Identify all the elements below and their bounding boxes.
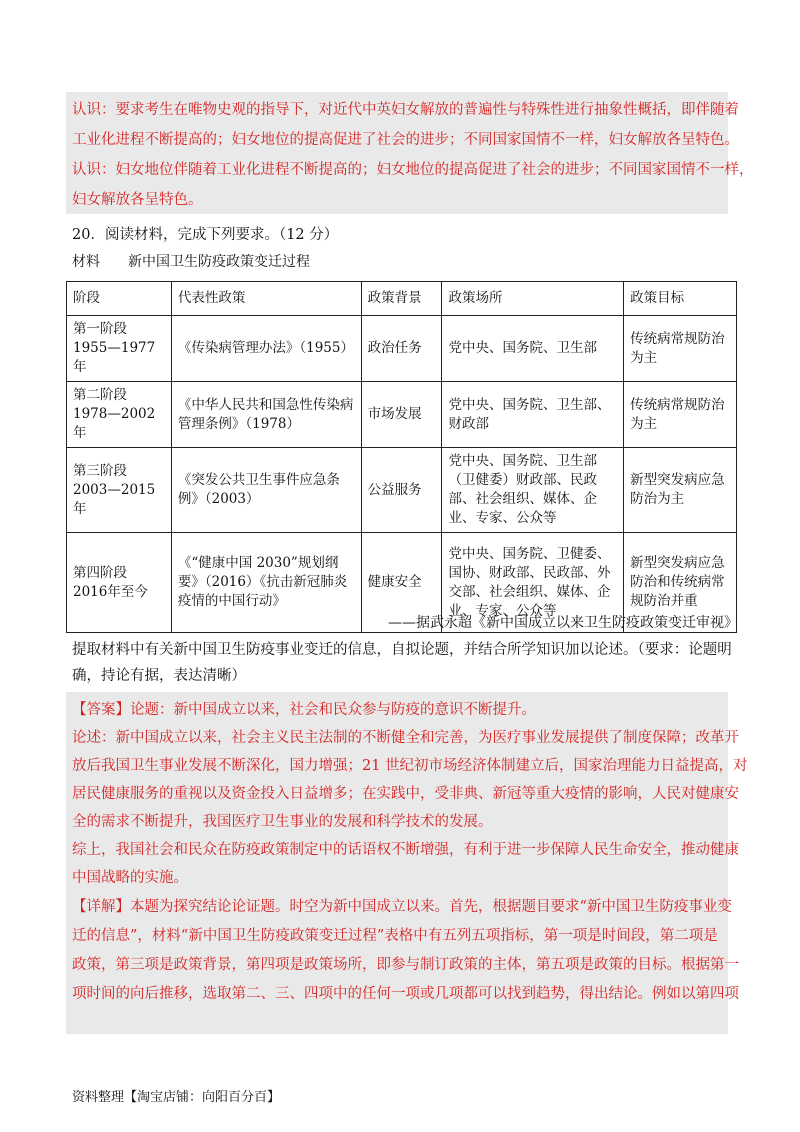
answer-thesis-text: 论题：新中国成立以来，社会和民众参与防疫的意识不断提升。 bbox=[130, 702, 536, 718]
table-row bbox=[67, 316, 737, 382]
table-cell: 党中央、国务院、卫健委、国协、财政部、民政部、外交部、社会组织、媒体、企业、专家、公众等 bbox=[442, 533, 624, 633]
answer-tag: 【答案】 bbox=[72, 702, 130, 718]
table-cell: 市场发展 bbox=[361, 382, 442, 448]
answer-line-1: 论述：新中国成立以来，社会主义民主法制的不断健全和完善，为医疗事业发展提供了制度保障；改革开 bbox=[72, 730, 739, 746]
table-cell: 第四阶段 2016年至今 bbox=[67, 533, 172, 633]
prompt-line-2: 确，持论有据，表达清晰） bbox=[72, 668, 246, 684]
table-cell: 《传染病管理办法》（1955） bbox=[171, 316, 361, 382]
table-header-row bbox=[67, 282, 737, 316]
table-cell: 《“健康中国 2030”规划纲要》（2016）《抗击新冠肺炎疫情的中国行动》 bbox=[171, 533, 361, 633]
detail-line-3: 项时间的向后推移，选取第二、三、四项中的任何一项或几项都可以找到趋势，得出结论。例如以第四项 bbox=[72, 986, 739, 1002]
answer-line-4: 全的需求不断提升，我国医疗卫生事业的发展和科学技术的发展。 bbox=[72, 814, 493, 830]
table-cell: 第三阶段 2003—2015 年 bbox=[67, 448, 172, 533]
answer-line-3: 居民健康服务的重视以及资金投入日益增多；在实践中，受非典、新冠等重大疫情的影响，人民对健康安 bbox=[72, 786, 739, 802]
table-row bbox=[67, 448, 737, 533]
policy-table bbox=[66, 281, 737, 633]
detail-first bbox=[72, 897, 732, 917]
top-line-4: 妇女解放各呈特色。 bbox=[72, 192, 203, 208]
table-cell: 新型突发病应急防治为主 bbox=[624, 448, 737, 533]
question-title: 20．阅读材料，完成下列要求。（12 分） bbox=[72, 227, 339, 243]
table-cell: 党中央、国务院、卫生部、财政部 bbox=[442, 382, 624, 448]
table-cell: 党中央、国务院、卫生部 bbox=[442, 316, 624, 382]
detail-line-1: 迁的信息”，材料“新中国卫生防疫政策变迁过程”表格中有五列五项指标，第一项是时间段，第二项是 bbox=[72, 928, 718, 944]
answer-line-5: 综上，我国社会和民众在防疫政策制定中的话语权不断增强，有利于进一步保障人民生命安全，推动健康 bbox=[72, 842, 739, 858]
table-cell: 《中华人民共和国急性传染病管理条例》（1978） bbox=[171, 382, 361, 448]
footer-note: 资料整理【淘宝店铺：向阳百分百】 bbox=[72, 1090, 281, 1105]
table-cell: 传统病常规防治为主 bbox=[624, 316, 737, 382]
top-line-3: 认识：妇女地位伴随着工业化进程不断提高的；妇女地位的提高促进了社会的进步；不同国家国情不一样， bbox=[72, 162, 754, 178]
prompt-line-1: 提取材料中有关新中国卫生防疫事业变迁的信息，自拟论题，并结合所学知识加以论述。（要求：论题明 bbox=[72, 642, 732, 658]
table-row bbox=[67, 382, 737, 448]
header-cell: 政策背景 bbox=[361, 282, 442, 316]
table-cell: 公益服务 bbox=[361, 448, 442, 533]
header-cell: 阶段 bbox=[67, 282, 172, 316]
answer-line-6: 中国战略的实施。 bbox=[72, 870, 188, 886]
detail-first-text: 本题为探究结论论证题。时空为新中国成立以来。首先，根据题目要求“新中国卫生防疫事业变 bbox=[130, 899, 732, 915]
answer-thesis bbox=[72, 700, 728, 720]
table-cell: 健康安全 bbox=[361, 533, 442, 633]
top-line-2: 工业化进程不断提高的；妇女地位的提高促进了社会的进步；不同国家国情不一样，妇女解放各呈特色。 bbox=[72, 132, 739, 148]
table-cell: 《突发公共卫生事件应急条例》（2003） bbox=[171, 448, 361, 533]
table-cell: 传统病常规防治为主 bbox=[624, 382, 737, 448]
table-cell: 政治任务 bbox=[361, 316, 442, 382]
detail-tag: 【详解】 bbox=[72, 899, 130, 915]
table-cell: 第一阶段 1955—1977 年 bbox=[67, 316, 172, 382]
header-cell: 政策场所 bbox=[442, 282, 624, 316]
source-citation: ——据武永超《新中国成立以来卫生防疫政策变迁审视》 bbox=[388, 615, 738, 631]
table-cell: 第二阶段 1978—2002 年 bbox=[67, 382, 172, 448]
detail-line-2: 政策，第三项是政策背景，第四项是政策场所，即参与制订政策的主体，第五项是政策的目标。根据第一 bbox=[72, 957, 739, 973]
table-cell: 新型突发病应急防治和传统病常规防治并重 bbox=[624, 533, 737, 633]
answer-line-2: 放后我国卫生事业发展不断深化，国力增强；21 世纪初市场经济体制建立后，国家治理能力日益提高，对 bbox=[72, 758, 748, 774]
top-line-1: 认识：要求考生在唯物史观的指导下，对近代中英妇女解放的普遍性与特殊性进行抽象性概括，即伴随着 bbox=[72, 102, 739, 118]
header-cell: 代表性政策 bbox=[171, 282, 361, 316]
material-label: 材料 新中国卫生防疫政策变迁过程 bbox=[72, 254, 310, 270]
header-cell: 政策目标 bbox=[624, 282, 737, 316]
table-cell: 党中央、国务院、卫生部（卫健委）财政部、民政部、社会组织、媒体、企业、专家、公众等 bbox=[442, 448, 624, 533]
